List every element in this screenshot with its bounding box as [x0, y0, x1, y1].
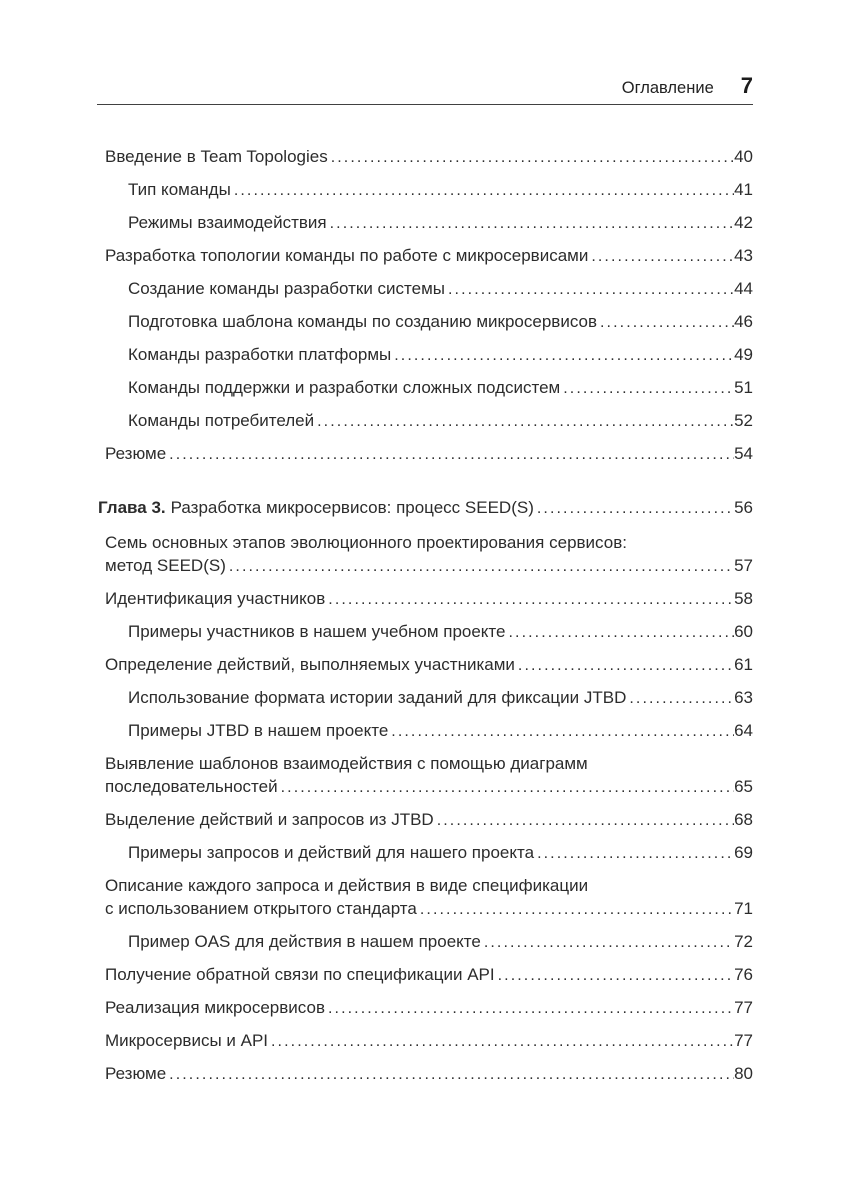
- toc-section: [97, 496, 753, 1086]
- chapter-label: Глава 3.: [98, 498, 166, 517]
- toc-entry-title: Определение действий, выполняемых участниками: [105, 655, 515, 674]
- toc-entry[interactable]: [97, 686, 753, 710]
- toc-entry[interactable]: [97, 376, 753, 400]
- toc-entry[interactable]: [97, 145, 753, 169]
- toc-entry[interactable]: [97, 1062, 753, 1086]
- toc-entry-line: [105, 653, 753, 677]
- toc-entry-title: последовательностей: [105, 777, 278, 796]
- toc-entry-line: [105, 1029, 753, 1053]
- dot-leader: [518, 653, 734, 677]
- toc-entry-page: 65: [734, 777, 753, 796]
- toc-entry-page: 60: [734, 622, 753, 641]
- toc-entry-line: [128, 686, 753, 710]
- toc-entry-line: [128, 178, 753, 202]
- toc-entry-title: Резюме: [105, 1064, 167, 1083]
- dot-leader: [437, 808, 734, 832]
- toc-entry-title: Команды потребителей: [128, 411, 315, 430]
- toc-entry-line: [105, 996, 753, 1020]
- toc-entry-line: [128, 719, 753, 743]
- toc-entry-page: 58: [734, 589, 753, 608]
- toc-entry-line: [128, 376, 753, 400]
- dot-leader: [591, 244, 734, 268]
- toc-entry-title: Введение в Team Topologies: [105, 147, 328, 166]
- dot-leader: [509, 620, 735, 644]
- toc-entry-page: 44: [734, 279, 753, 298]
- toc-entry[interactable]: [97, 442, 753, 466]
- toc-entry[interactable]: [97, 1029, 753, 1053]
- toc-entry[interactable]: [97, 496, 753, 520]
- toc-entry-line: [105, 244, 753, 268]
- toc-entry-title: Режимы взаимодействия: [128, 213, 327, 232]
- toc-entry-title: Команды разработки платформы: [128, 345, 392, 364]
- toc-entry-page: 51: [734, 378, 753, 397]
- toc-entry-line: [105, 1062, 753, 1086]
- toc-entry[interactable]: [97, 178, 753, 202]
- toc-section: [97, 145, 753, 466]
- toc-entry-wrap-line: Семь основных этапов эволюционного проектирования сервисов:: [105, 533, 627, 552]
- toc-entry-title: Подготовка шаблона команды по созданию микросервисов: [128, 312, 598, 331]
- toc-entry-wrap-line: Описание каждого запроса и действия в виде спецификации: [105, 876, 589, 895]
- toc-entry-title: Примеры участников в нашем учебном проекте: [128, 622, 506, 641]
- table-of-contents: [97, 145, 753, 1086]
- toc-entry-title: Разработка топологии команды по работе с микросервисами: [105, 246, 589, 265]
- toc-entry-title: Тип команды: [128, 180, 231, 199]
- toc-entry-page: 42: [734, 213, 753, 232]
- toc-entry-title: Идентификация участников: [105, 589, 326, 608]
- toc-entry-title: метод SEED(S): [105, 556, 226, 575]
- toc-entry-page: 68: [734, 810, 753, 829]
- toc-entry-line: [105, 963, 753, 987]
- toc-entry-title: с использованием открытого стандарта: [105, 899, 417, 918]
- dot-leader: [537, 841, 734, 865]
- toc-entry-line: [105, 808, 753, 832]
- toc-entry-title: Выделение действий и запросов из JTBD: [105, 810, 434, 829]
- toc-entry-title: Команды поддержки и разработки сложных подсистем: [128, 378, 561, 397]
- toc-entry-page: 40: [734, 147, 753, 166]
- dot-leader: [537, 496, 734, 520]
- dot-leader: [317, 409, 734, 433]
- toc-entry-title: Разработка микросервисов: процесс SEED(S): [170, 498, 534, 517]
- toc-entry-line: [128, 409, 753, 433]
- page-number: 7: [740, 73, 753, 98]
- dot-leader: [331, 145, 734, 169]
- toc-entry[interactable]: [97, 620, 753, 644]
- page-header: [97, 0, 753, 97]
- toc-entry-page: 77: [734, 1031, 753, 1050]
- toc-entry-title: Микросервисы и API: [105, 1031, 269, 1050]
- toc-entry[interactable]: [97, 930, 753, 954]
- dot-leader: [328, 587, 734, 611]
- toc-entry-line: [128, 620, 753, 644]
- dot-leader: [391, 719, 734, 743]
- toc-entry-page: 52: [734, 411, 753, 430]
- dot-leader: [563, 376, 734, 400]
- toc-entry-page: 46: [734, 312, 753, 331]
- toc-entry-page: 80: [734, 1064, 753, 1083]
- toc-entry[interactable]: [97, 343, 753, 367]
- toc-entry[interactable]: [97, 808, 753, 832]
- running-title: Оглавление: [621, 79, 714, 97]
- toc-entry[interactable]: [97, 963, 753, 987]
- toc-entry[interactable]: [97, 277, 753, 301]
- toc-entry-line: [105, 587, 753, 611]
- toc-entry-page: 77: [734, 998, 753, 1017]
- dot-leader: [229, 554, 734, 578]
- toc-entry-title: Получение обратной связи по спецификации API: [105, 965, 495, 984]
- toc-entry[interactable]: [97, 531, 753, 578]
- toc-entry-line: [128, 211, 753, 235]
- toc-entry-line: [105, 775, 753, 799]
- toc-entry-title: Примеры запросов и действий для нашего проекта: [128, 843, 535, 862]
- toc-entry-line: [128, 841, 753, 865]
- toc-entry-line: [128, 343, 753, 367]
- dot-leader: [629, 686, 734, 710]
- toc-entry-title: Реализация микросервисов: [105, 998, 325, 1017]
- toc-entry-page: 41: [734, 180, 753, 199]
- dot-leader: [330, 211, 734, 235]
- toc-entry[interactable]: [97, 841, 753, 865]
- toc-entry[interactable]: [97, 211, 753, 235]
- toc-entry-title: Создание команды разработки системы: [128, 279, 446, 298]
- dot-leader: [600, 310, 734, 334]
- toc-entry[interactable]: [97, 719, 753, 743]
- toc-entry-line: [105, 442, 753, 466]
- toc-entry-page: 76: [734, 965, 753, 984]
- dot-leader: [328, 996, 734, 1020]
- toc-entry-page: 56: [734, 498, 753, 517]
- toc-entry-page: 54: [734, 444, 753, 463]
- dot-leader: [234, 178, 734, 202]
- toc-entry-title: Резюме: [105, 444, 167, 463]
- toc-entry[interactable]: [97, 409, 753, 433]
- dot-leader: [271, 1029, 734, 1053]
- toc-entry-line: [128, 277, 753, 301]
- toc-entry-page: 63: [734, 688, 753, 707]
- toc-entry[interactable]: [97, 874, 753, 921]
- toc-entry-page: 49: [734, 345, 753, 364]
- dot-leader: [498, 963, 734, 987]
- toc-entry-page: 61: [734, 655, 753, 674]
- toc-entry-line: [98, 496, 753, 520]
- toc-entry-title: Использование формата истории заданий для фиксации JTBD: [128, 688, 627, 707]
- dot-leader: [169, 1062, 734, 1086]
- toc-entry-title: Пример OAS для действия в нашем проекте: [128, 932, 481, 951]
- toc-entry-line: [105, 554, 753, 578]
- header-rule: [97, 104, 753, 105]
- toc-entry-line: [128, 310, 753, 334]
- toc-entry-wrap-line: Выявление шаблонов взаимодействия с помощью диаграмм: [105, 754, 588, 773]
- toc-entry[interactable]: [97, 996, 753, 1020]
- toc-entry[interactable]: [97, 310, 753, 334]
- toc-entry-page: 57: [734, 556, 753, 575]
- dot-leader: [394, 343, 734, 367]
- dot-leader: [448, 277, 734, 301]
- dot-leader: [420, 897, 734, 921]
- toc-entry-line: [105, 897, 753, 921]
- toc-entry-title: Примеры JTBD в нашем проекте: [128, 721, 389, 740]
- dot-leader: [484, 930, 734, 954]
- toc-entry[interactable]: [97, 653, 753, 677]
- toc-entry-page: 71: [734, 899, 753, 918]
- toc-entry-page: 43: [734, 246, 753, 265]
- toc-entry[interactable]: [97, 752, 753, 799]
- toc-entry[interactable]: [97, 244, 753, 268]
- dot-leader: [169, 442, 734, 466]
- toc-entry-page: 69: [734, 843, 753, 862]
- toc-entry-line: [128, 930, 753, 954]
- toc-entry[interactable]: [97, 587, 753, 611]
- dot-leader: [281, 775, 734, 799]
- toc-entry-line: [105, 145, 753, 169]
- toc-entry-page: 64: [734, 721, 753, 740]
- toc-entry-page: 72: [734, 932, 753, 951]
